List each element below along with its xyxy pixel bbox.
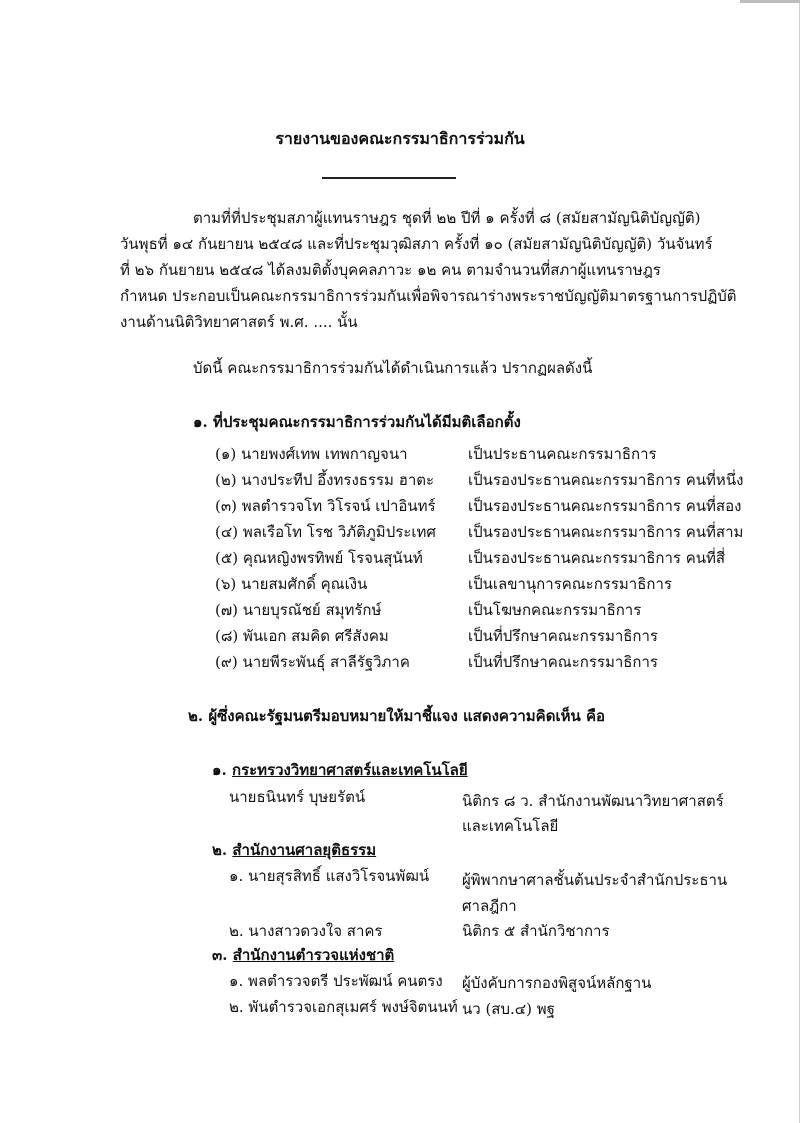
agency2-person2: ๒. นางสาวดวงใจ สาคร [229,922,383,940]
agency3-name: สำนักงานตำรวจแห่งชาติ [232,946,395,964]
member-role: เป็นรองประธานคณะกรรมาธิการ คนที่สี่ [468,549,726,567]
member-role: เป็นที่ปรึกษาคณะกรรมาธิการ [468,653,658,671]
agency3-person2-position: นว (สบ.๔) พฐ [462,1000,555,1018]
member-name: (๗) นายบุรณัชย์ สมุทรักษ์ [215,601,382,619]
member-name: (๘) พันเอก สมคิด ศรีสังคม [215,627,389,645]
intro-line-5: งานด้านนิติวิทยาศาสตร์ พ.ศ. .... นั้น [120,313,358,331]
agency1-number: ๑. [212,761,227,779]
member-role: เป็นรองประธานคณะกรรมาธิการ คนที่หนึ่ง [468,471,744,489]
section1-heading: ๑. ที่ประชุมคณะกรรมาธิการร่วมกันได้มีมติเลือกตั้ง [193,413,521,431]
member-role: เป็นโฆษกคณะกรรมาธิการ [468,601,642,619]
intro-line-2: วันพุธที่ ๑๔ กันยายน ๒๕๔๘ และที่ประชุมวุฒิสภา ครั้งที่ ๑๐ (สมัยสามัญนิติบัญญัติ) วันจันทร์ [120,235,713,253]
member-name: (๙) นายพีระพันธุ์ สาลีรัฐวิภาค [215,653,410,671]
agency1-heading [212,758,468,782]
agency1-position-line1: นิติกร ๘ ว. สำนักงานพัฒนาวิทยาศาสตร์ [462,792,724,810]
agency2-heading [212,838,376,862]
member-name: (๑) นายพงศ์เทพ เทพกาญจนา [215,445,408,463]
intro-line-1: ตามที่ที่ประชุมสภาผู้แทนราษฎร ชุดที่ ๒๒ ปีที่ ๑ ครั้งที่ ๘ (สมัยสามัญนิติบัญญัติ) [193,209,701,227]
member-role: เป็นเลขานุการคณะกรรมาธิการ [468,575,672,593]
title-divider [322,177,456,179]
member-name: (๒) นางประทีป อึ้งทรงธรรม ฮาตะ [215,471,435,489]
agency2-number: ๒. [212,841,228,859]
member-role: เป็นที่ปรึกษาคณะกรรมาธิการ [468,627,658,645]
member-role: เป็นรองประธานคณะกรรมาธิการ คนที่สอง [468,497,742,515]
now-line: บัดนี้ คณะกรรมาธิการร่วมกันได้ดำเนินการแล้ว ปรากฏผลดังนี้ [193,359,593,377]
member-name: (๓) พลตำรวจโท วิโรจน์ เปาอินทร์ [215,497,436,515]
agency3-person2: ๒. พันตำรวจเอกสุเมศร์ พงษ์จิตนนท์ [229,998,458,1016]
member-name: (๖) นายสมศักดิ์ คุณเงิน [215,575,368,593]
agency2-person2-position: นิติกร ๕ สำนักวิชาการ [462,922,610,940]
agency2-person1: ๑. นายสุรสิทธิ์ แสงวิโรจนพัฒน์ [229,867,430,885]
agency3-person1-position: ผู้บังคับการกองพิสูจน์หลักฐาน [462,974,652,992]
agency3-number: ๓. [212,946,228,964]
agency1-name: กระทรวงวิทยาศาสตร์และเทคโนโลยี [231,761,468,779]
agency3-heading [212,943,394,967]
agency2-name: สำนักงานศาลยุติธรรม [232,841,377,859]
agency2-person1-position-line2: ศาลฎีกา [462,897,517,915]
agency1-person: นายธนินทร์ บุษยรัตน์ [229,788,366,806]
member-name: (๔) พลเรือโท โรช วิภัติภูมิประเทศ [215,523,436,541]
document-title: รายงานของคณะกรรมาธิการร่วมกัน [275,129,525,148]
agency1-position-line2: และเทคโนโลยี [462,817,559,835]
intro-line-3: ที่ ๒๖ กันยายน ๒๕๔๘ ได้ลงมติตั้งบุคคลภาวะ ๑๒ คน ตามจำนวนที่สภาผู้แทนราษฎร [120,261,661,279]
agency3-person1: ๑. พลตำรวจตรี ประพัฒน์ คนตรง [229,972,443,990]
agency2-person1-position-line1: ผู้พิพากษาศาลชั้นต้นประจำสำนักประธาน [462,871,728,889]
member-role: เป็นประธานคณะกรรมาธิการ [468,445,657,463]
scan-corner-mark [740,0,800,14]
intro-line-4: กำหนด ประกอบเป็นคณะกรรมาธิการร่วมกันเพื่อพิจารณาร่างพระราชบัญญัติมาตรฐานการปฏิบัติ [120,287,737,305]
member-name: (๕) คุณหญิงพรทิพย์ โรจนสุนันท์ [215,549,423,567]
member-role: เป็นรองประธานคณะกรรมาธิการ คนที่สาม [468,523,744,541]
section2-heading: ๒. ผู้ซึ่งคณะรัฐมนตรีมอบหมายให้มาชี้แจง แสดงความคิดเห็น คือ [188,707,605,725]
